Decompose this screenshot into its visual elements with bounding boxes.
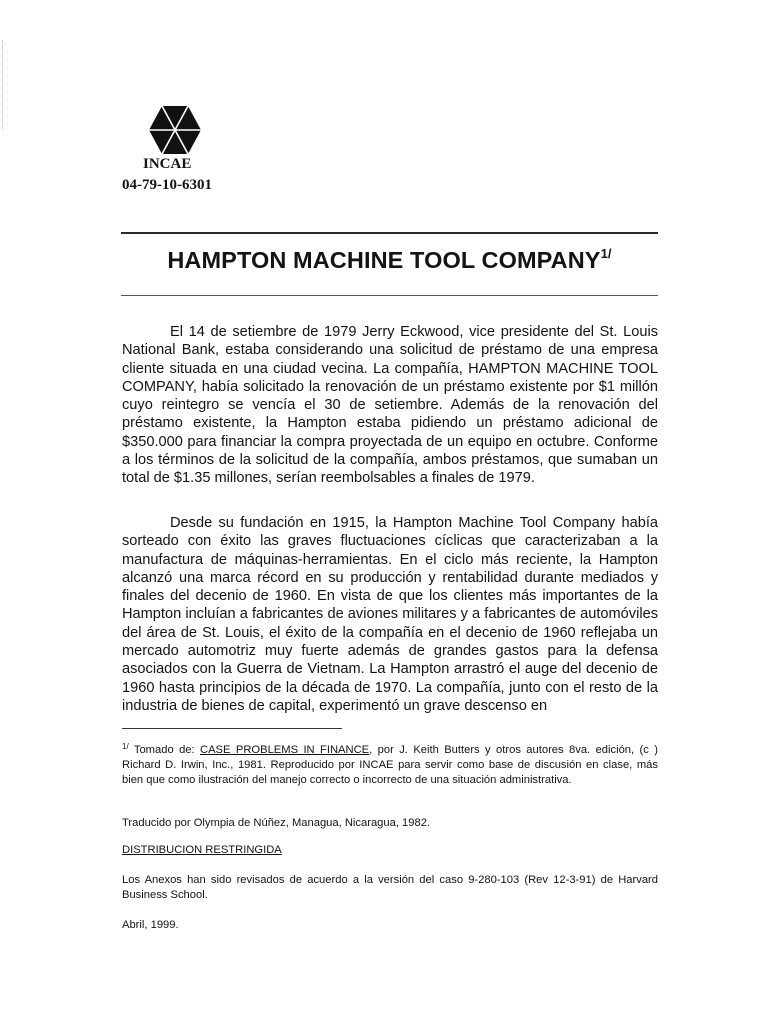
translation-note	[122, 816, 658, 831]
scan-margin-mark	[2, 40, 3, 130]
title-footnote-mark: 1/	[600, 246, 612, 261]
footnote-1-source: CASE PROBLEMS IN FINANCE	[200, 744, 370, 756]
body-paragraph-1	[122, 323, 658, 488]
title-top-rule	[121, 232, 658, 234]
paragraph-1-text: El 14 de setiembre de 1979 Jerry Eckwood, vice presidente del St. Louis National Bank, estaba considerando una solicitud de préstamo de una empresa cliente situada en una ciudad vecina. La compañía, HAMPTON MACHINE TOOL COMPANY, había solicitado la renovación de un préstamo existente por $1 millón cuyo reintegro se vencía el 30 de setiembre. Además de la renovación del préstamo existente, la Hampton estaba pidiendo un préstamo adicional de $350.000 para financiar la compra proyectada de un equipo en octubre. Conforme a los términos de la solicitud de la compañía, ambos préstamos, que sumaban un total de $1.35 millones, serían reembolsables a finales de 1979.	[122, 324, 658, 487]
paragraph-2-text: Desde su fundación en 1915, la Hampton Machine Tool Company había sorteado con éxito las graves fluctuaciones cíclicas que caracterizaban a la manufactura de máquinas-herramientas. En el ciclo más reciente, la Hampton alcanzó una marca récord en su producción y rentabilidad durante mediados y finales del decenio de 1960. En vista de que los clientes más importantes de la Hampton incluían a fabricantes de aviones militares y a fabricantes de automóviles del área de St. Louis, el éxito de la compañía en el decenio de 1960 reflejaba un mercado automotriz muy fuerte además de grandes gastos para la defensa asociados con la Guerra de Vietnam. La Hampton arrastró el auge del decenio de 1960 hasta principios de la década de 1970. La compañía, junto con el resto de la industria de bienes de capital, experimentó un grave descenso en	[122, 515, 658, 714]
title-text: HAMPTON MACHINE TOOL COMPANY	[167, 247, 601, 273]
org-header	[122, 154, 212, 196]
restriction-text: DISTRIBUCION RESTRINGIDA	[122, 844, 282, 856]
body-paragraph-2	[122, 514, 658, 715]
case-code: 04-79-10-6301	[122, 177, 212, 193]
footnote-1	[122, 739, 658, 788]
footnote-separator	[122, 728, 342, 729]
footnote-1-rest: , por J. Keith Butters y otros autores 8va. edición, (c ) Richard D. Irwin, Inc., 1981. Reproducido por INCAE para servir como base de discusión en clase, más bien que como ilustración del manejo correcto o incorrecto de una situación administrativa.	[122, 744, 658, 786]
translation-text: Traducido por Olympia de Núñez, Managua, Nicaragua, 1982.	[122, 817, 431, 829]
incae-logo-icon	[147, 104, 203, 156]
date-note	[122, 918, 658, 933]
title-bottom-rule	[121, 295, 658, 296]
restriction-note	[122, 843, 658, 858]
document-title	[121, 246, 658, 274]
footnote-1-prefix: Tomado de:	[128, 744, 201, 756]
org-name: INCAE	[143, 156, 192, 172]
footnote-1-mark: 1/	[122, 742, 129, 751]
annexes-note	[122, 873, 658, 903]
annexes-text: Los Anexos han sido revisados de acuerdo a la versión del caso 9-280-103 (Rev 12-3-91) de Harvard Business School.	[122, 874, 658, 901]
date-text: Abril, 1999.	[122, 919, 179, 931]
